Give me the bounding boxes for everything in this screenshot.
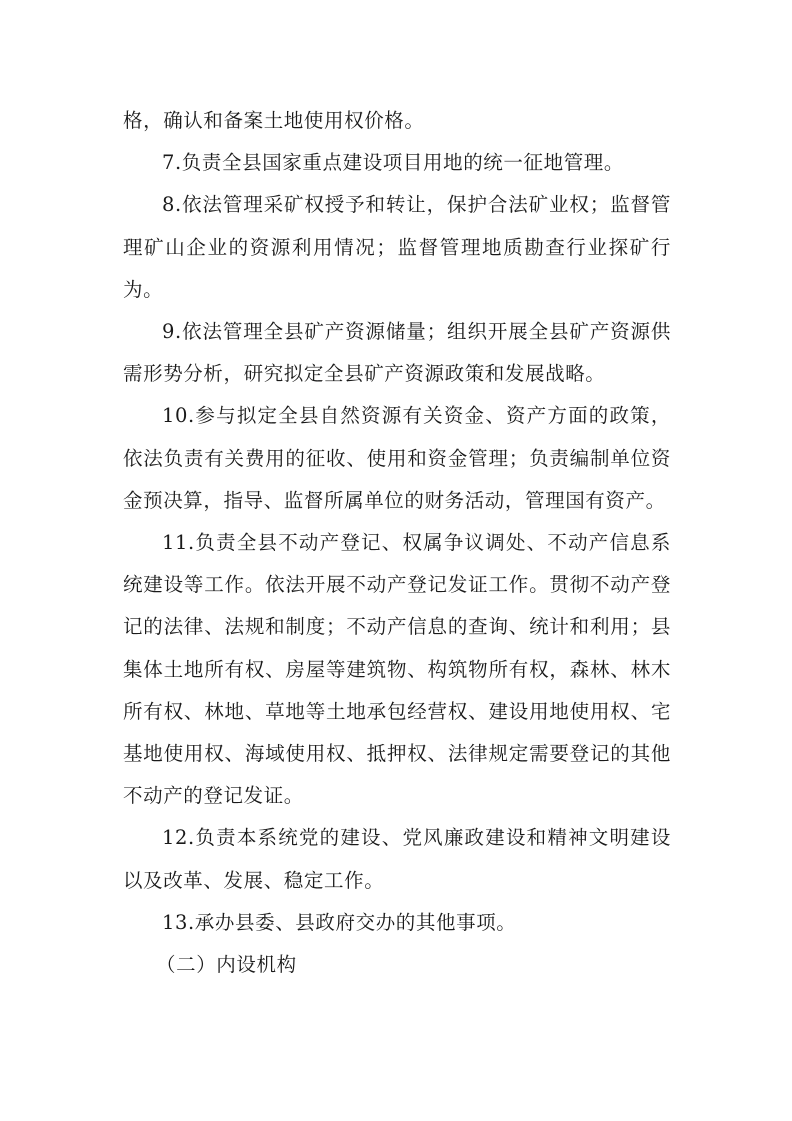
paragraph-item-12: 12.负责本系统党的建设、党风廉政建设和精神文明建设以及改革、发展、稳定工作。 bbox=[123, 826, 671, 892]
paragraph-item-11: 11.负责全县不动产登记、权属争议调处、不动产信息系统建设等工作。依法开展不动产登记发证工作。贯彻不动产登记的法律、法规和制度；不动产信息的查询、统计和利用；县集体土地所有权、房屋等建筑物、构筑物所有权，森林、林木所有权、林地、草地等土地承包经营权、建设用地使用权、宅基地使用权、海域使用权、抵押权、法律规定需要登记的其他不动产的登记发证。 bbox=[123, 531, 671, 808]
document-page bbox=[123, 100, 671, 986]
section-heading: （二）内设机构 bbox=[156, 953, 297, 977]
paragraph-continuation: 格，确认和备案土地使用权价格。 bbox=[123, 109, 425, 132]
paragraph-item-10: 10.参与拟定全县自然资源有关资金、资产方面的政策，依法负责有关费用的征收、使用和资金管理；负责编制单位资金预决算，指导、监督所属单位的财务活动，管理国有资产。 bbox=[123, 404, 671, 512]
paragraph-item-8: 8.依法管理采矿权授予和转让，保护合法矿业权；监督管理矿山企业的资源利用情况；监督管理地质勘查行业探矿行为。 bbox=[123, 193, 671, 301]
paragraph-item-7: 7.负责全县国家重点建设项目用地的统一征地管理。 bbox=[162, 151, 625, 175]
paragraph-item-9: 9.依法管理全县矿产资源储量；组织开展全县矿产资源供需形势分析，研究拟定全县矿产资源政策和发展战略。 bbox=[123, 320, 671, 386]
paragraph-item-13: 13.承办县委、县政府交办的其他事项。 bbox=[162, 910, 517, 934]
